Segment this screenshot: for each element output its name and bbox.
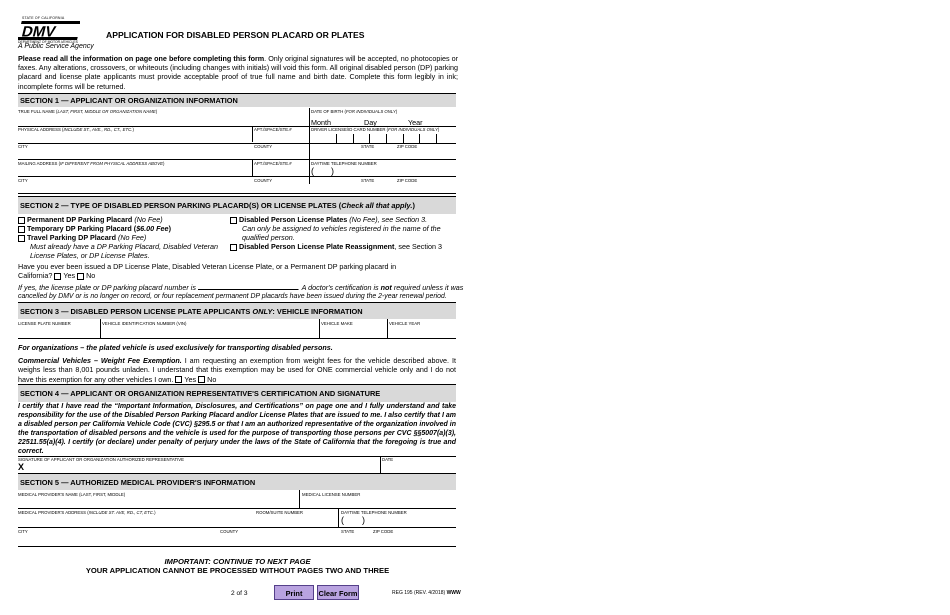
ifyes-line2: cancelled by DMV or is no longer on record, or four replacement permanent DP placards have been issued during the 2-year renewal period.	[18, 293, 447, 300]
checkbox-cv-no[interactable]	[198, 376, 205, 383]
intro-rest: . Only original signatures will be accepted, no photocopies or faxes. Any alterations, crossovers, or whiteouts (including changes with initials) will void this form. All original disabled person (DP) parking placard and license plate applicants must provide acceptable proof of true full name and birth date. Complete this form legibly in ink; incomplete forms will be returned.	[18, 54, 458, 91]
county-label: COUNTY	[254, 144, 273, 149]
intro-paragraph	[18, 54, 458, 91]
organization-note: For organizations – the plated vehicle is used exclusively for transporting disabled persons.	[18, 343, 333, 352]
provider-phone-label: DAYTIME TELEPHONE NUMBER	[341, 510, 407, 515]
mailing-county-label: COUNTY	[254, 178, 273, 183]
mailing-city-label: CITY	[18, 178, 28, 183]
dob-day: Day	[364, 118, 377, 127]
mailing-zip-label: ZIP CODE	[397, 178, 418, 183]
placard-number-field[interactable]	[198, 289, 298, 290]
signature-x: X	[18, 462, 25, 472]
clear-form-button[interactable]: Clear Form	[317, 585, 359, 600]
travel-desc-1: Must already have a DP Parking Placard, Disabled Veteran	[30, 242, 219, 251]
mailing-apt-label: APT./SPACE/STE.#	[254, 161, 292, 166]
mailing-address-label: MAILING ADDRESS (IF DIFFERENT FROM PHYSICAL ADDRESS ABOVE)	[18, 161, 165, 166]
form-title: APPLICATION FOR DISABLED PERSON PLACARD OR PLATES	[106, 30, 365, 40]
section5-header: SECTION 5 — AUTHORIZED MEDICAL PROVIDER'S INFORMATION	[18, 473, 456, 490]
plates-desc-2: qualified person.	[242, 233, 295, 242]
important-notice: IMPORTANT: CONTINUE TO NEXT PAGE	[164, 557, 311, 566]
phone-paren-open: (	[311, 166, 314, 176]
cannot-process-notice: YOUR APPLICATION CANNOT BE PROCESSED WITHOUT PAGES TWO AND THREE	[85, 566, 390, 575]
option-dp-plates[interactable]: Disabled Person License Plates (No Fee), see Section 3.	[230, 215, 427, 224]
option-plate-reassignment[interactable]: Disabled Person License Plate Reassignment, see Section 3	[230, 242, 442, 251]
make-label: VEHICLE MAKE	[321, 321, 353, 326]
logo-dept-text: DEPARTMENT OF MOTOR VEHICLES	[18, 40, 78, 44]
name-label: TRUE FULL NAME (LAST, FIRST, MIDDLE OR ORGANIZATION NAME)	[18, 109, 158, 114]
vin-label: VEHICLE IDENTIFICATION NUMBER (VIN)	[102, 321, 187, 326]
issued-question: Have you ever been issued a DP License Plate, Disabled Veteran License Plate, or a Permanent DP parking placard in	[18, 262, 397, 271]
option-permanent-placard[interactable]: Permanent DP Parking Placard (No Fee)	[18, 215, 163, 224]
commercial-exemption: Commercial Vehicles – Weight Fee Exemption. I am requesting an exemption from weight fees for the vehicle described above. It weighs less than 8,001 pounds unladen. I understand that this exemption may be used for ONE commercial vehicle only and I do not have this exemption for any other vehicles I own. Yes No	[18, 356, 456, 384]
phone-label: DAYTIME TELEPHONE NUMBER	[311, 161, 377, 166]
signature-label: SIGNATURE OF APPLICANT OR ORGANIZATION AUTHORIZED REPRESENTATIVE	[18, 457, 185, 462]
provider-phone-paren-close: )	[362, 515, 365, 525]
provider-county-label: COUNTY	[220, 529, 239, 534]
dob-label: DATE OF BIRTH (FOR INDIVIDUALS ONLY)	[311, 109, 398, 114]
zip-label: ZIP CODE	[397, 144, 418, 149]
dob-year: Year	[408, 118, 423, 127]
plates-desc-1: Can only be assigned to vehicles registered in the name of the	[242, 224, 441, 233]
mailing-state-label: STATE	[361, 178, 375, 183]
intro-bold: Please read all the information on page one before completing this form	[18, 54, 265, 63]
checkbox-reassignment[interactable]	[230, 244, 237, 251]
checkbox-travel[interactable]	[18, 235, 25, 242]
date-label: DATE	[382, 457, 394, 462]
certification-text: I certify that I have read the “Important Information, Disclosures, and Certifications” on page one and I fully understand and take responsibility for the use of the Disabled Person Parking Placard and/or License Plates that are issued to me. I also certify that I am a disabled person per California Vehicle Code (CVC) §295.5 or that I am an authorized representative of the organization involved in the transportation of disabled persons and the vehicle is used for the purpose of transporting those persons per CVC §§5007(a)(3), 22511.55(a)(4). I certify (or declare) under penalty of perjury under the laws of the State of California that the foregoing is true and correct.	[18, 403, 456, 455]
page-number: 2 of 3	[231, 590, 248, 597]
form-number: REG 195 (REV. 4/2018) WWW	[392, 590, 461, 596]
room-suite-label: ROOM/SUITE NUMBER	[256, 510, 304, 515]
ifyes-line1: If yes, the license plate or DP parking placard number is . A doctor's certification is not required unless it was	[18, 283, 464, 292]
provider-name-label: MEDICAL PROVIDER'S NAME (LAST, FIRST, MIDDLE)	[18, 492, 126, 497]
checkbox-cv-yes[interactable]	[175, 376, 182, 383]
section4-header: SECTION 4 — APPLICANT OR ORGANIZATION REPRESENTATIVE'S CERTIFICATION AND SIGNATURE	[18, 384, 456, 402]
state-label: STATE	[361, 144, 375, 149]
provider-zip-label: ZIP CODE	[373, 529, 394, 534]
checkbox-temporary[interactable]	[18, 226, 25, 233]
apt-label: APT./SPACE/STE.#	[254, 127, 292, 132]
logo-letters: DMV	[19, 23, 58, 41]
provider-state-label: STATE	[341, 529, 355, 534]
phone-paren-close: )	[331, 166, 334, 176]
provider-phone-paren-open: (	[341, 515, 344, 525]
print-button[interactable]: Print	[274, 585, 314, 600]
dob-month: Month	[311, 118, 331, 127]
travel-desc-2: License Plates, or DP License Plates.	[30, 251, 150, 260]
checkbox-dp-plates[interactable]	[230, 217, 237, 224]
issued-question-line2: California? Yes No	[18, 271, 96, 280]
physical-address-label: PHYSICAL ADDRESS (INCLUDE ST., AVE., RD., CT., ETC.)	[18, 127, 134, 132]
checkbox-issued-no[interactable]	[77, 273, 84, 280]
vehicle-year-label: VEHICLE YEAR	[389, 321, 421, 326]
city-label: CITY	[18, 144, 28, 149]
provider-address-label: MEDICAL PROVIDER'S ADDRESS (INCLUDE ST. AVE, RD., CT, ETC.)	[18, 510, 156, 515]
checkbox-issued-yes[interactable]	[54, 273, 61, 280]
medical-license-label: MEDICAL LICENSE NUMBER	[302, 492, 361, 497]
option-temporary-placard[interactable]: Temporary DP Parking Placard ($6.00 Fee)	[18, 224, 171, 233]
section2-header: SECTION 2 — TYPE OF DISABLED PERSON PARKING PLACARD(S) OR LICENSE PLATES (Check all that apply.)	[18, 196, 456, 214]
option-travel-placard[interactable]: Travel Parking DP Placard (No Fee)	[18, 233, 146, 242]
section3-header: SECTION 3 — DISABLED PERSON LICENSE PLATE APPLICANTS ONLY: VEHICLE INFORMATION	[18, 302, 456, 319]
logo-state-text: STATE OF CALIFORNIA	[22, 16, 65, 20]
provider-city-label: CITY	[18, 529, 28, 534]
checkbox-permanent[interactable]	[18, 217, 25, 224]
dl-label: DRIVER LICENSE/ID CARD NUMBER (FOR INDIVIDUALS ONLY)	[311, 127, 440, 132]
dmv-logo	[18, 20, 80, 42]
agency-tagline: A Public Service Agency	[18, 43, 94, 50]
plate-number-label: LICENSE PLATE NUMBER	[18, 321, 71, 326]
section1-header: SECTION 1 — APPLICANT OR ORGANIZATION INFORMATION	[18, 93, 456, 107]
